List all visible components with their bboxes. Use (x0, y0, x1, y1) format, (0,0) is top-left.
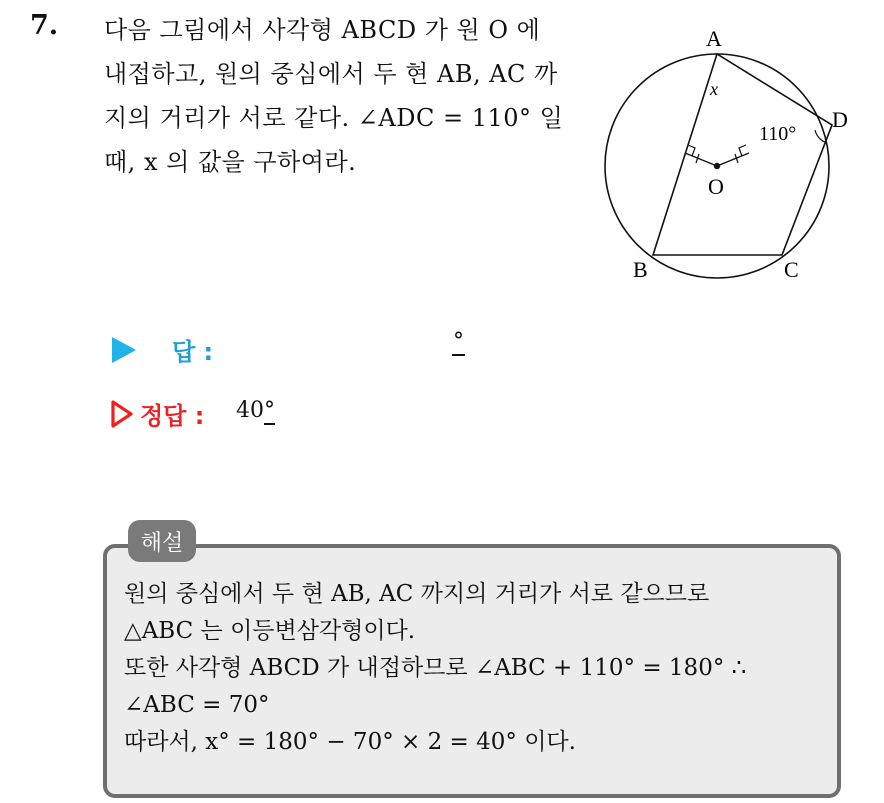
question-line-2: 내접하고, 원의 중심에서 두 현 AB, AC 까 (104, 60, 558, 88)
solution-tab: 해설 (128, 520, 196, 562)
label-b: B (633, 257, 648, 282)
label-d: D (832, 107, 848, 132)
solution-line-2: △ABC 는 이등변삼각형이다. (124, 618, 416, 644)
answer-label: 답 : (172, 338, 214, 366)
outline-triangle-icon (110, 399, 134, 429)
question-text (104, 8, 584, 184)
correct-answer-value (236, 398, 275, 423)
correct-answer-unit: ° (264, 398, 275, 423)
perpendicular-to-ab (685, 153, 717, 166)
label-x: x (710, 79, 718, 99)
quadrilateral-abcd (653, 54, 832, 255)
center-point (714, 163, 720, 169)
question-line-1: 다음 그림에서 사각형 ABCD 가 원 O 에 (104, 16, 541, 44)
label-a: A (706, 26, 722, 51)
solution-line-5: 따라서, x° = 180° − 70° × 2 = 40° 이다. (124, 729, 576, 755)
correct-answer-number: 40 (236, 398, 264, 423)
question-number: 7. (30, 10, 59, 41)
play-triangle-icon (112, 337, 136, 363)
perpendicular-to-ac (717, 153, 749, 166)
geometry-figure (596, 22, 866, 292)
solution-line-4: ∠ABC = 70° (124, 692, 270, 718)
label-c: C (784, 257, 799, 282)
question-line-3: 지의 거리가 서로 같다. ∠ADC = 110° 일 (104, 104, 564, 132)
label-angle: 110° (759, 123, 797, 145)
solution-text (124, 576, 834, 761)
answer-unit[interactable]: ° (453, 329, 464, 354)
solution-line-3: 또한 사각형 ABCD 가 내접하므로 ∠ABC + 110° = 180° ∴ (124, 655, 747, 681)
label-o: O (708, 174, 724, 199)
solution-line-1: 원의 중심에서 두 현 AB, AC 까지의 거리가 서로 같으므로 (124, 581, 710, 607)
correct-answer-label: 정답 : (140, 402, 205, 430)
question-line-4: 때, x 의 값을 구하여라. (104, 148, 357, 176)
